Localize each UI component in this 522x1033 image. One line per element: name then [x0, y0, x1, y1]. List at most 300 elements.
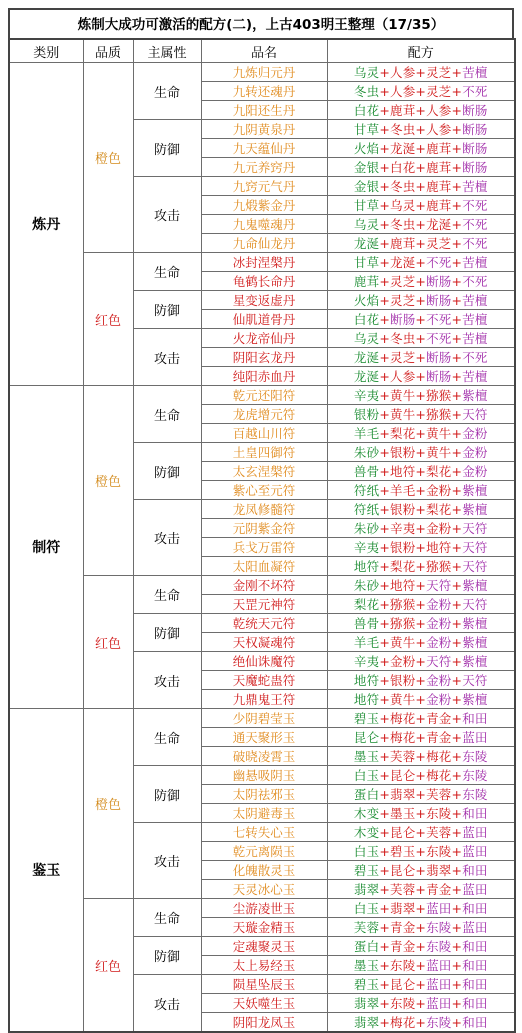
ingredient: 火焰 — [353, 141, 380, 156]
ingredient: 芙蓉 — [426, 787, 452, 802]
ingredient: 猕猴 — [390, 597, 416, 612]
ingredient: 东陵 — [426, 920, 452, 935]
plus-sign: + — [451, 293, 463, 308]
ingredient: 翡翠 — [353, 996, 380, 1011]
recipe-cell — [327, 63, 515, 82]
item-name-cell: 龙凤修髓符 — [201, 500, 327, 519]
ingredient: 不死 — [462, 350, 488, 365]
plus-sign: + — [415, 578, 427, 593]
ingredient: 黄牛 — [390, 388, 416, 403]
item-name-cell: 兵戈万雷符 — [201, 538, 327, 557]
plus-sign: + — [415, 882, 427, 897]
ingredient: 鹿茸 — [426, 141, 452, 156]
ingredient: 梅花 — [426, 749, 452, 764]
ingredient: 紫檀 — [462, 616, 488, 631]
ingredient: 断肠 — [462, 141, 488, 156]
plus-sign: + — [415, 863, 427, 878]
ingredient: 猕猴 — [426, 388, 452, 403]
ingredient: 人参 — [426, 103, 452, 118]
plus-sign: + — [451, 217, 463, 232]
plus-sign: + — [415, 806, 427, 821]
ingredient: 翡翠 — [426, 863, 452, 878]
plus-sign: + — [379, 616, 390, 631]
attribute-cell: 攻击 — [133, 652, 201, 709]
attribute-cell: 生命 — [133, 899, 201, 937]
plus-sign: + — [379, 787, 390, 802]
ingredient: 朱砂 — [353, 521, 380, 536]
item-name-cell: 太阳血凝符 — [201, 557, 327, 576]
ingredient: 梨花 — [426, 464, 452, 479]
ingredient: 东陵 — [462, 768, 488, 783]
ingredient: 猕猴 — [390, 616, 416, 631]
plus-sign: + — [451, 597, 463, 612]
header-category: 类别 — [9, 39, 83, 63]
item-name-cell: 九转还魂丹 — [201, 82, 327, 101]
item-name-cell: 乾元离陨玉 — [201, 842, 327, 861]
ingredient: 辛夷 — [353, 654, 380, 669]
ingredient: 人参 — [390, 84, 416, 99]
ingredient: 天符 — [462, 673, 488, 688]
recipe-cell — [327, 937, 515, 956]
ingredient: 朱砂 — [353, 445, 380, 460]
item-name-cell: 幽悬吸阴玉 — [201, 766, 327, 785]
ingredient: 梨花 — [353, 597, 380, 612]
item-name-cell: 天权凝魂符 — [201, 633, 327, 652]
plus-sign: + — [379, 198, 390, 213]
plus-sign: + — [451, 198, 463, 213]
recipe-cell — [327, 234, 515, 253]
table-header-row — [9, 39, 515, 63]
ingredient: 青金 — [426, 711, 452, 726]
ingredient: 昆仑 — [353, 730, 380, 745]
recipe-cell — [327, 101, 515, 120]
item-name-cell: 九元养窍丹 — [201, 158, 327, 177]
ingredient: 乌灵 — [353, 65, 380, 80]
ingredient: 梨花 — [390, 426, 416, 441]
ingredient: 灵芝 — [426, 236, 452, 251]
item-name-cell: 火龙帝仙丹 — [201, 329, 327, 348]
plus-sign: + — [451, 445, 463, 460]
item-name-cell: 冰封涅槃丹 — [201, 253, 327, 272]
ingredient: 碧玉 — [353, 711, 380, 726]
item-name-cell: 尘游凌世玉 — [201, 899, 327, 918]
ingredient: 紫檀 — [462, 502, 488, 517]
ingredient: 不死 — [426, 331, 452, 346]
ingredient: 金粉 — [426, 616, 452, 631]
ingredient: 断肠 — [426, 369, 452, 384]
item-name-cell: 元阴紫金符 — [201, 519, 327, 538]
plus-sign: + — [451, 958, 463, 973]
plus-sign: + — [451, 578, 463, 593]
plus-sign: + — [415, 84, 427, 99]
ingredient: 金粉 — [426, 483, 452, 498]
ingredient: 昆仑 — [390, 977, 416, 992]
plus-sign: + — [451, 882, 463, 897]
ingredient: 蛋白 — [353, 787, 380, 802]
ingredient: 人参 — [426, 122, 452, 137]
attribute-cell: 生命 — [133, 576, 201, 614]
ingredient: 辛夷 — [353, 540, 380, 555]
attribute-cell: 防御 — [133, 443, 201, 500]
ingredient: 青金 — [426, 730, 452, 745]
plus-sign: + — [379, 939, 390, 954]
quality-cell: 红色 — [83, 899, 133, 1033]
item-name-cell: 乾统天元符 — [201, 614, 327, 633]
plus-sign: + — [379, 331, 390, 346]
ingredient: 银粉 — [353, 407, 380, 422]
ingredient: 羊毛 — [390, 483, 416, 498]
ingredient: 人参 — [390, 369, 416, 384]
ingredient: 断肠 — [390, 312, 416, 327]
plus-sign: + — [415, 616, 427, 631]
plus-sign: + — [379, 502, 390, 517]
plus-sign: + — [379, 578, 390, 593]
recipe-cell — [327, 215, 515, 234]
recipe-cell — [327, 614, 515, 633]
attribute-cell: 生命 — [133, 63, 201, 120]
recipe-cell — [327, 747, 515, 766]
plus-sign: + — [379, 483, 390, 498]
ingredient: 苦檀 — [462, 179, 488, 194]
recipe-cell — [327, 462, 515, 481]
plus-sign: + — [415, 198, 427, 213]
recipe-cell — [327, 196, 515, 215]
ingredient: 鹿茸 — [426, 179, 452, 194]
item-name-cell: 阴阳龙凤玉 — [201, 1013, 327, 1033]
attribute-cell: 防御 — [133, 766, 201, 823]
ingredient: 蛋白 — [353, 939, 380, 954]
recipe-cell — [327, 1013, 515, 1033]
ingredient: 灵芝 — [426, 65, 452, 80]
recipe-cell — [327, 880, 515, 899]
ingredient: 羊毛 — [353, 426, 380, 441]
item-name-cell: 九窍元气丹 — [201, 177, 327, 196]
ingredient: 天符 — [426, 654, 452, 669]
ingredient: 白玉 — [353, 901, 380, 916]
plus-sign: + — [415, 65, 427, 80]
ingredient: 昆仑 — [390, 768, 416, 783]
recipe-cell — [327, 158, 515, 177]
plus-sign: + — [415, 749, 427, 764]
plus-sign: + — [379, 445, 390, 460]
recipe-cell — [327, 861, 515, 880]
item-name-cell: 绝仙诛魔符 — [201, 652, 327, 671]
recipe-cell — [327, 823, 515, 842]
ingredient: 天符 — [462, 521, 488, 536]
ingredient: 蓝田 — [462, 730, 488, 745]
ingredient: 金粉 — [426, 692, 452, 707]
ingredient: 黄牛 — [426, 426, 452, 441]
ingredient: 龙涎 — [353, 236, 380, 251]
ingredient: 兽骨 — [353, 616, 380, 631]
recipe-cell — [327, 576, 515, 595]
ingredient: 银粉 — [390, 540, 416, 555]
recipe-cell — [327, 329, 515, 348]
plus-sign: + — [415, 255, 427, 270]
plus-sign: + — [379, 388, 390, 403]
ingredient: 青金 — [426, 882, 452, 897]
recipe-cell — [327, 500, 515, 519]
recipe-cell — [327, 519, 515, 538]
plus-sign: + — [415, 274, 427, 289]
ingredient: 梨花 — [426, 502, 452, 517]
ingredient: 辛夷 — [390, 521, 416, 536]
ingredient: 蓝田 — [462, 920, 488, 935]
plus-sign: + — [379, 692, 390, 707]
recipe-cell — [327, 766, 515, 785]
plus-sign: + — [379, 882, 390, 897]
ingredient: 人参 — [390, 65, 416, 80]
ingredient: 乌灵 — [390, 198, 416, 213]
plus-sign: + — [415, 787, 427, 802]
recipe-cell — [327, 538, 515, 557]
quality-cell: 红色 — [83, 253, 133, 386]
plus-sign: + — [379, 369, 390, 384]
plus-sign: + — [451, 312, 463, 327]
plus-sign: + — [415, 844, 427, 859]
plus-sign: + — [451, 160, 463, 175]
item-name-cell: 九鬼噬魂丹 — [201, 215, 327, 234]
ingredient: 地符 — [426, 540, 452, 555]
plus-sign: + — [451, 426, 463, 441]
plus-sign: + — [415, 217, 427, 232]
plus-sign: + — [415, 160, 427, 175]
header-attribute: 主属性 — [133, 39, 201, 63]
item-name-cell: 太上易经玉 — [201, 956, 327, 975]
recipe-cell — [327, 367, 515, 386]
plus-sign: + — [451, 559, 463, 574]
plus-sign: + — [451, 1015, 463, 1030]
ingredient: 符纸 — [353, 502, 380, 517]
ingredient: 和田 — [462, 863, 488, 878]
plus-sign: + — [379, 844, 390, 859]
ingredient: 墨玉 — [353, 749, 380, 764]
plus-sign: + — [451, 616, 463, 631]
plus-sign: + — [379, 179, 390, 194]
plus-sign: + — [379, 84, 390, 99]
plus-sign: + — [451, 274, 463, 289]
plus-sign: + — [451, 502, 463, 517]
plus-sign: + — [379, 711, 390, 726]
attribute-cell: 防御 — [133, 614, 201, 652]
ingredient: 黄牛 — [390, 635, 416, 650]
ingredient: 龙涎 — [353, 369, 380, 384]
ingredient: 断肠 — [462, 160, 488, 175]
quality-cell: 橙色 — [83, 709, 133, 899]
recipe-cell — [327, 690, 515, 709]
recipe-cell — [327, 386, 515, 405]
ingredient: 天符 — [462, 407, 488, 422]
ingredient: 梅花 — [390, 1015, 416, 1030]
ingredient: 和田 — [462, 901, 488, 916]
item-name-cell: 天魔蛇蛊符 — [201, 671, 327, 690]
plus-sign: + — [451, 255, 463, 270]
ingredient: 白玉 — [353, 768, 380, 783]
item-name-cell: 天璇金精玉 — [201, 918, 327, 937]
recipe-cell — [327, 633, 515, 652]
item-name-cell: 天灵冰心玉 — [201, 880, 327, 899]
item-name-cell: 破晓凌霄玉 — [201, 747, 327, 766]
plus-sign: + — [415, 996, 427, 1011]
ingredient: 木变 — [353, 825, 380, 840]
item-name-cell: 九天蕴仙丹 — [201, 139, 327, 158]
plus-sign: + — [451, 711, 463, 726]
attribute-cell: 攻击 — [133, 177, 201, 253]
plus-sign: + — [415, 122, 427, 137]
ingredient: 不死 — [462, 198, 488, 213]
plus-sign: + — [379, 521, 390, 536]
ingredient: 断肠 — [426, 293, 452, 308]
item-name-cell: 乾元还阳符 — [201, 386, 327, 405]
ingredient: 金银 — [353, 179, 380, 194]
item-name-cell: 九命仙龙丹 — [201, 234, 327, 253]
ingredient: 白花 — [353, 103, 380, 118]
plus-sign: + — [415, 236, 427, 251]
plus-sign: + — [415, 350, 427, 365]
plus-sign: + — [379, 996, 390, 1011]
table-row — [9, 253, 515, 272]
plus-sign: + — [451, 388, 463, 403]
plus-sign: + — [415, 730, 427, 745]
table-row — [9, 63, 515, 82]
plus-sign: + — [451, 521, 463, 536]
category-cell: 炼丹 — [9, 63, 83, 386]
recipe-cell — [327, 310, 515, 329]
ingredient: 天符 — [462, 559, 488, 574]
recipe-cell — [327, 424, 515, 443]
ingredient: 梅花 — [426, 768, 452, 783]
ingredient: 苦檀 — [462, 293, 488, 308]
item-name-cell: 仙肌道骨丹 — [201, 310, 327, 329]
recipe-cell — [327, 291, 515, 310]
recipe-cell — [327, 975, 515, 994]
plus-sign: + — [451, 236, 463, 251]
ingredient: 龙涎 — [353, 350, 380, 365]
ingredient: 地符 — [353, 673, 380, 688]
plus-sign: + — [379, 122, 390, 137]
ingredient: 羊毛 — [353, 635, 380, 650]
ingredient: 蓝田 — [426, 901, 452, 916]
recipe-cell — [327, 918, 515, 937]
ingredient: 碧玉 — [353, 977, 380, 992]
ingredient: 和田 — [462, 958, 488, 973]
item-name-cell: 少阴碧莹玉 — [201, 709, 327, 728]
plus-sign: + — [451, 331, 463, 346]
ingredient: 地符 — [390, 464, 416, 479]
item-name-cell: 九煅紫金丹 — [201, 196, 327, 215]
ingredient: 甘草 — [353, 198, 380, 213]
plus-sign: + — [379, 863, 390, 878]
quality-cell: 红色 — [83, 576, 133, 709]
plus-sign: + — [415, 502, 427, 517]
ingredient: 紫檀 — [462, 388, 488, 403]
recipe-cell — [327, 956, 515, 975]
recipe-cell — [327, 348, 515, 367]
header-recipe: 配方 — [327, 39, 515, 63]
ingredient: 断肠 — [462, 122, 488, 137]
recipe-cell — [327, 652, 515, 671]
ingredient: 翡翠 — [390, 787, 416, 802]
item-name-cell: 太阴避毒玉 — [201, 804, 327, 823]
page-title: 炼制大成功可激活的配方(二)，上古403明王整理（17/35） — [8, 8, 514, 38]
recipe-cell — [327, 120, 515, 139]
ingredient: 东陵 — [426, 1015, 452, 1030]
ingredient: 天符 — [426, 578, 452, 593]
plus-sign: + — [379, 274, 390, 289]
ingredient: 紫檀 — [462, 654, 488, 669]
ingredient: 翡翠 — [353, 1015, 380, 1030]
plus-sign: + — [451, 122, 463, 137]
ingredient: 紫檀 — [462, 578, 488, 593]
ingredient: 龙涎 — [390, 255, 416, 270]
plus-sign: + — [451, 768, 463, 783]
ingredient: 翡翠 — [390, 901, 416, 916]
plus-sign: + — [451, 749, 463, 764]
plus-sign: + — [415, 901, 427, 916]
plus-sign: + — [415, 293, 427, 308]
plus-sign: + — [451, 464, 463, 479]
plus-sign: + — [379, 426, 390, 441]
ingredient: 不死 — [462, 217, 488, 232]
plus-sign: + — [415, 179, 427, 194]
plus-sign: + — [379, 654, 390, 669]
recipe-cell — [327, 804, 515, 823]
attribute-cell: 攻击 — [133, 329, 201, 386]
plus-sign: + — [451, 141, 463, 156]
ingredient: 金粉 — [426, 635, 452, 650]
ingredient: 乌灵 — [353, 217, 380, 232]
ingredient: 和田 — [462, 1015, 488, 1030]
plus-sign: + — [379, 255, 390, 270]
ingredient: 猕猴 — [426, 407, 452, 422]
ingredient: 芙蓉 — [390, 882, 416, 897]
recipe-cell — [327, 557, 515, 576]
ingredient: 鹿茸 — [390, 236, 416, 251]
plus-sign: + — [379, 540, 390, 555]
ingredient: 鹿茸 — [426, 198, 452, 213]
item-name-cell: 金刚不坏符 — [201, 576, 327, 595]
ingredient: 苦檀 — [462, 331, 488, 346]
recipe-table — [8, 38, 516, 1033]
ingredient: 青金 — [390, 920, 416, 935]
plus-sign: + — [415, 939, 427, 954]
ingredient: 东陵 — [426, 806, 452, 821]
recipe-cell — [327, 177, 515, 196]
ingredient: 辛夷 — [353, 388, 380, 403]
attribute-cell: 攻击 — [133, 500, 201, 576]
plus-sign: + — [415, 692, 427, 707]
recipe-cell — [327, 139, 515, 158]
plus-sign: + — [379, 730, 390, 745]
ingredient: 地符 — [353, 559, 380, 574]
ingredient: 灵芝 — [390, 293, 416, 308]
plus-sign: + — [415, 977, 427, 992]
ingredient: 猕猴 — [426, 559, 452, 574]
plus-sign: + — [451, 635, 463, 650]
recipe-cell — [327, 728, 515, 747]
ingredient: 苦檀 — [462, 255, 488, 270]
recipe-cell — [327, 671, 515, 690]
item-name-cell: 紫心至元符 — [201, 481, 327, 500]
ingredient: 灵芝 — [426, 84, 452, 99]
ingredient: 蓝田 — [462, 882, 488, 897]
plus-sign: + — [379, 597, 390, 612]
ingredient: 甘草 — [353, 255, 380, 270]
ingredient: 金粉 — [426, 597, 452, 612]
ingredient: 黄牛 — [390, 692, 416, 707]
item-name-cell: 土皇四御符 — [201, 443, 327, 462]
ingredient: 蓝田 — [462, 844, 488, 859]
